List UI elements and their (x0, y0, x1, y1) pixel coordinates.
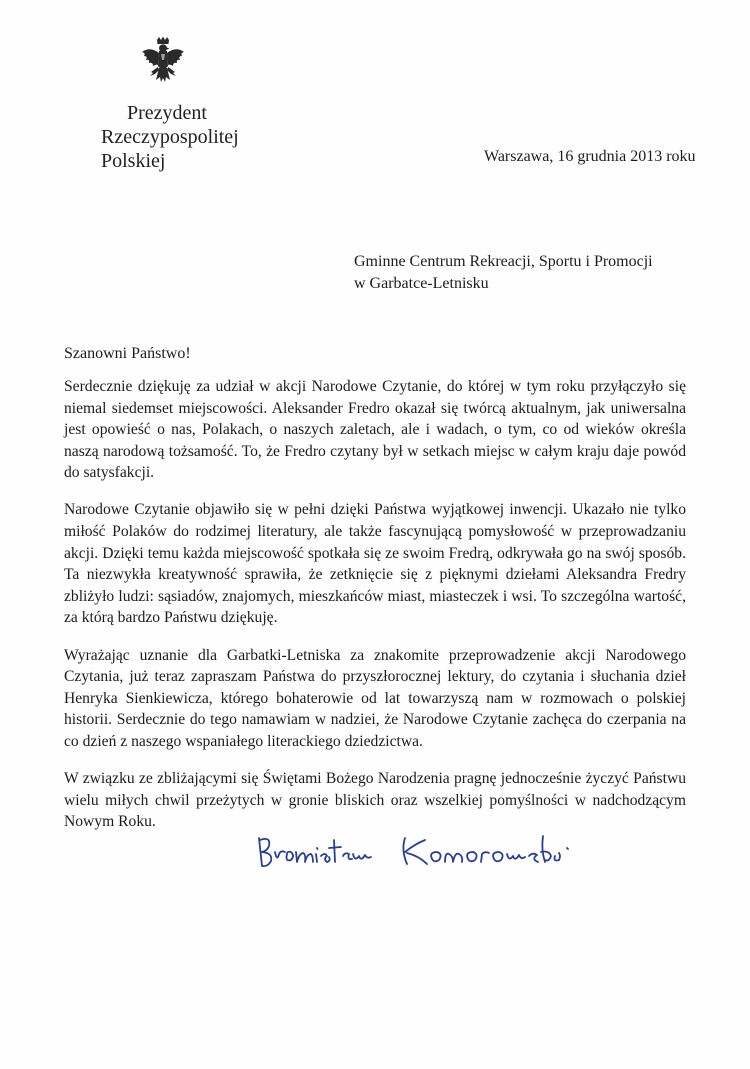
paragraph: W związku ze zbliżającymi się Świętami Bożego Narodzenia pragnę jednocześnie życzyć Państwu wielu miłych chwil przeżytych w gronie bliskich oraz wszelkiej pomyślności w nadchodzącym Nowym Roku. (64, 770, 686, 831)
letterhead-title-line2: Rzeczypospolitej Polskiej (101, 126, 239, 172)
paragraph: Wyrażając uznanie dla Garbatki-Letniska za znakomite przeprowadzenie akcji Narodowego Czytania, już teraz zapraszam Państwa do przyszłorocznej lektury, do czytania i słuchania dzieł Henryka Sienkiewicza, którego bohaterowie od lat towarzyszą nam w rozmowach o polskiej historii. Serdecznie do tego namawiam w nadziei, że Narodowe Czytanie zachęca do czerpania na co dzień z naszego wspaniałego literackiego dziedzictwa. (64, 646, 686, 750)
letterhead-title (101, 101, 277, 173)
salutation: Szanowni Państwo! (64, 345, 191, 362)
recipient-line1: Gminne Centrum Rekreacji, Sportu i Promocji (354, 253, 653, 270)
handwritten-signature (255, 826, 595, 874)
letter-date: Warszawa, 16 grudnia 2013 roku (484, 148, 696, 165)
recipient-address (354, 251, 653, 295)
letter-body (64, 376, 686, 848)
recipient-line2: w Garbatce-Letnisku (354, 275, 489, 292)
paragraph: Narodowe Czytanie objawiło się w pełni dzięki Państwa wyjątkowej inwencji. Ukazało nie tylko miłość Polaków do rodzimej literatury, ale także fascynującą pomysłowość w przeprowadzaniu akcji. Dzięki temu każda miejscowość spotkała się ze swoim Fredrą, odkrywała go na swój sposób. Ta niezwykła kreatywność sprawiła, że zetknięcie się z pięknymi dziełami Aleksandra Fredry zbliżyło ludzi: sąsiadów, znajomych, mieszkańców miast, miasteczek i wsi. To szczególna wartość, za którą bardzo Państwu dziękuję. (64, 501, 686, 627)
paragraph: Serdecznie dziękuję za udział w akcji Narodowe Czytanie, do której w tym roku przyłączyło się niemal siedemset miejscowości. Aleksander Fredro okazał się twórcą aktualnym, jak uniwersalna jest opowieść o nas, Polakach, o naszych zaletach, ale i wadach, o tym, co od wieków określa naszą narodową tożsamość. To, że Fredro czytany był w setkach miejsc w całym kraju daje powód do satysfakcji. (64, 378, 686, 482)
letterhead-title-line1: Prezydent (127, 102, 207, 124)
polish-eagle-emblem-icon (140, 36, 186, 94)
